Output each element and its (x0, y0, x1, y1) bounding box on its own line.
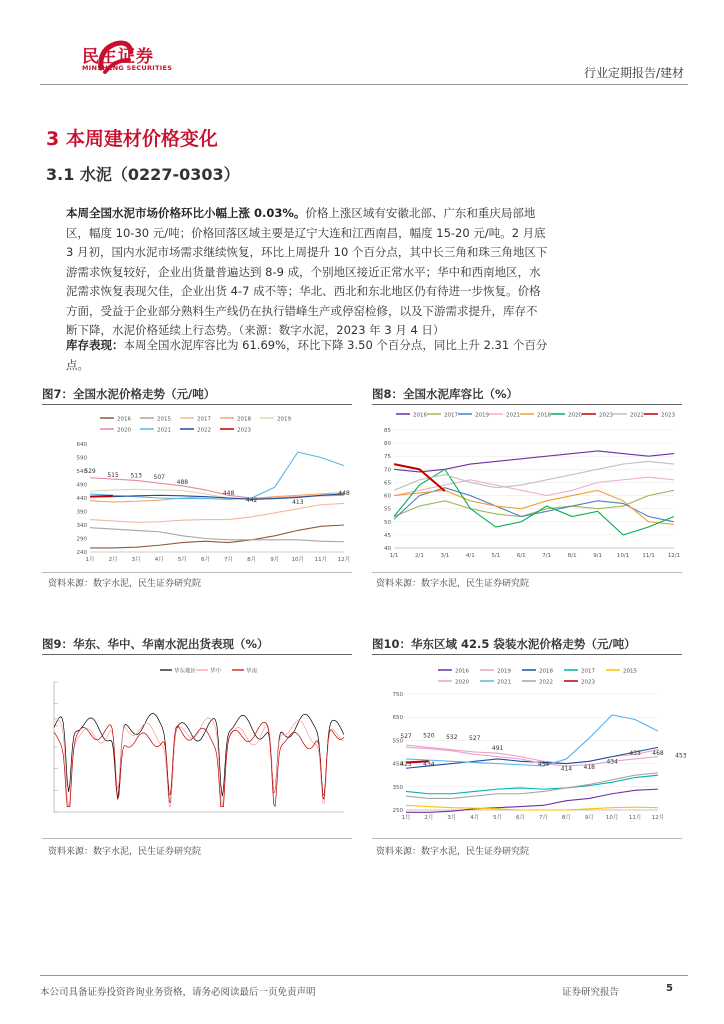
x-tick-label: 1月 (401, 815, 411, 821)
fig7-source: 资料来源：数字水泥，民生证券研究院 (48, 579, 202, 589)
x-tick-label: 4月 (470, 815, 480, 821)
legend-label: 2019 (497, 668, 511, 675)
fig9-bottom-rule (42, 838, 352, 839)
legend-label: 2023 (599, 412, 613, 419)
x-tick-label: 6月 (516, 815, 526, 821)
legend-label: 2023 (237, 427, 251, 434)
x-tick-label: 12月 (337, 557, 351, 563)
y-tick-label: 750 (392, 692, 403, 698)
x-tick-label: 5月 (177, 557, 187, 563)
paragraph-price (66, 204, 548, 341)
x-tick-label: 11/1 (642, 553, 655, 559)
data-label: 532 (446, 734, 458, 742)
legend-label: 华东地区 (174, 668, 197, 675)
series-line-2023 (90, 496, 113, 497)
brand-name-cn: 民生证券 (82, 47, 154, 67)
data-label: 468 (652, 749, 664, 757)
y-tick-label: 590 (76, 455, 87, 462)
fig10-source: 资料来源：数字水泥，民生证券研究院 (376, 847, 530, 857)
x-tick-label: 9月 (584, 815, 594, 821)
data-label: 433 (629, 749, 641, 757)
footer-divider (40, 975, 688, 976)
x-tick-label: 10月 (291, 557, 305, 563)
legend-label: 2021 (506, 412, 520, 419)
y-tick-label: 40 (384, 546, 391, 552)
y-tick-label: 390 (76, 509, 87, 516)
data-label: 520 (423, 732, 435, 740)
subsection-title: 3.1 水泥（0227-0303） (46, 165, 240, 184)
series-line-2021 (394, 477, 674, 495)
x-tick-label: 3月 (447, 815, 457, 821)
y-tick-label: 85 (384, 428, 391, 434)
footer-disclaimer: 本公司具备证券投资咨询业务资格，请务必阅读最后一页免责声明 (40, 987, 316, 998)
y-tick-label: 60 (384, 493, 391, 500)
header-divider (40, 84, 688, 85)
x-tick-label: 9/1 (593, 553, 603, 559)
y-tick-label: 350 (392, 784, 403, 791)
fig8-title-rule (372, 404, 682, 405)
data-label: 434 (537, 760, 550, 768)
fig9-title: 图9：华东、华中、华南水泥出货表现（%） (42, 637, 269, 651)
y-tick-label: 80 (384, 441, 391, 448)
fig8-title: 图8：全国水泥库容比（%） (372, 387, 519, 401)
x-tick-label: 4月 (154, 557, 164, 563)
y-tick-label: 640 (76, 442, 87, 448)
x-tick-label: 5/1 (491, 553, 501, 559)
data-label: 448 (338, 490, 350, 498)
data-label: 527 (400, 733, 412, 741)
fig8-chart (372, 408, 682, 570)
series-line-2016 (394, 451, 674, 472)
y-tick-label: 650 (392, 715, 403, 722)
series-line-2022 (406, 773, 658, 799)
y-tick-label: 450 (392, 761, 403, 768)
y-tick-label: 70 (384, 467, 391, 474)
x-tick-label: 11月 (314, 557, 328, 563)
fig9-source: 资料来源：数字水泥，民生证券研究院 (48, 847, 202, 857)
fig8-source: 资料来源：数字水泥，民生证券研究院 (376, 579, 530, 589)
y-tick-label: 440 (76, 496, 87, 502)
data-label: 527 (469, 734, 481, 742)
x-tick-label: 10月 (605, 815, 619, 821)
y-tick-label: 65 (384, 480, 391, 487)
report-type: 行业定期报告/建材 (583, 66, 684, 80)
x-tick-label: 12月 (651, 815, 665, 821)
legend-label: 2016 (413, 412, 427, 419)
legend-label: 2015 (157, 416, 171, 423)
data-label: 425 (400, 760, 412, 768)
x-tick-label: 10/1 (616, 553, 630, 559)
paragraph-price-lead: 本周全国水泥市场价格环比小幅上涨 0.03%。 (66, 206, 306, 220)
x-tick-label: 12/1 (667, 553, 681, 559)
fig8-bottom-rule (372, 572, 682, 573)
x-tick-label: 8月 (561, 815, 571, 821)
x-tick-label: 5月 (493, 815, 503, 821)
series-line-2015 (90, 528, 344, 542)
y-tick-label: 55 (384, 506, 391, 513)
y-tick-label: 290 (76, 536, 87, 543)
data-label: 515 (107, 471, 119, 479)
series-line-2022 (394, 461, 674, 490)
x-tick-label: 2月 (108, 557, 118, 563)
series-line-华中 (54, 718, 344, 807)
x-tick-label: 7月 (538, 815, 548, 821)
paragraph-price-body: 价格上涨区域有安徽北部、广东和重庆局部地区，幅度 10-30 元/吨；价格回落区域主要是辽宁大连和江西南昌，幅度 15-20 元/吨。2 月底 3 月初，国内水泥市场需求继续恢复，环比上周提升 10 个百分点，其中长三角和珠三角地区下游需求恢复较好，企业出货量普遍达到 8-9 成，个别地区接近正常水平；华中和西南地区，水泥需求恢复表现欠佳，企业出货 4-7 成不等；华北、西北和东北地区仍有待进一步恢复。价格方面，受益于企业部分熟料生产线仍在执行错峰生产或停窑检修，以及下游需求提升，库存不断下降，水泥价格延续上行态势。（来源：数字水泥，2023 年 3 月 4 日） (66, 206, 548, 337)
series-line-华东地区 (54, 714, 344, 803)
page-number: 5 (666, 983, 673, 994)
series-line-2017 (394, 490, 674, 516)
series-line-2017 (90, 503, 344, 522)
data-label: 513 (130, 472, 142, 480)
data-label: 414 (560, 765, 573, 773)
y-tick-label: 75 (384, 454, 391, 461)
x-tick-label: 4/1 (465, 553, 475, 559)
x-tick-label: 3/1 (440, 553, 450, 559)
fig9-chart (42, 658, 352, 836)
fig9-title-rule (42, 654, 352, 655)
x-tick-label: 1月 (85, 557, 95, 563)
fig10-bottom-rule (372, 838, 682, 839)
y-tick-label: 50 (384, 519, 391, 526)
paragraph-inventory-lead: 库存表现： (66, 338, 124, 352)
x-tick-label: 8月 (247, 557, 257, 563)
series-line-2016 (90, 525, 344, 548)
x-tick-label: 6/1 (516, 553, 526, 559)
x-tick-label: 7月 (224, 557, 234, 563)
y-tick-label: 490 (76, 482, 87, 489)
paragraph-inventory (66, 336, 548, 375)
legend-label: 2023 (661, 412, 675, 419)
x-tick-label: 1/1 (389, 553, 399, 559)
y-tick-label: 45 (384, 532, 391, 539)
legend-label: 2016 (455, 668, 469, 675)
legend-label: 2017 (444, 412, 458, 419)
legend-label: 2018 (539, 668, 553, 675)
y-tick-label: 540 (76, 469, 87, 475)
footer-label: 证券研究报告 (562, 987, 620, 998)
series-line-2020 (406, 747, 658, 766)
legend-label: 2017 (197, 416, 211, 423)
y-tick-label: 250 (392, 808, 403, 814)
data-label: 413 (292, 498, 304, 506)
legend-label: 2020 (568, 412, 582, 419)
fig10-title-rule (372, 654, 682, 655)
y-tick-label: 550 (392, 738, 403, 745)
paragraph-inventory-body: 本周全国水泥库容比为 61.69%，环比下降 3.50 个百分点，同比上升 2.31 个百分点。 (66, 338, 548, 372)
x-tick-label: 3月 (131, 557, 141, 563)
fig7-bottom-rule (42, 572, 352, 573)
x-tick-label: 7/1 (542, 553, 552, 559)
section-title: 3 本周建材价格变化 (46, 128, 218, 150)
x-tick-label: 2月 (424, 815, 434, 821)
data-label: 453 (675, 752, 687, 760)
y-tick-label: 240 (76, 550, 87, 556)
fig7-title: 图7：全国水泥价格走势（元/吨） (42, 387, 216, 401)
legend-label: 2020 (117, 427, 131, 434)
data-label: 507 (153, 474, 165, 482)
y-tick-label: 340 (76, 523, 87, 529)
legend-label: 2022 (539, 679, 553, 686)
legend-label: 2021 (497, 679, 511, 686)
fig10-title: 图10：华东区域 42.5 袋装水泥价格走势（元/吨） (372, 637, 636, 651)
legend-label: 2022 (630, 412, 644, 419)
legend-label: 华南 (246, 668, 258, 675)
legend-label: 2021 (157, 427, 171, 434)
data-label: 529 (84, 468, 96, 476)
fig10-chart (372, 658, 687, 836)
legend-label: 2016 (117, 416, 131, 423)
x-tick-label: 6月 (200, 557, 210, 563)
data-label: 434 (606, 758, 618, 766)
data-label: 442 (245, 497, 258, 505)
brand-name-en: MINSHENG SECURITIES (82, 64, 173, 72)
data-label: 488 (176, 479, 189, 487)
fig7-chart (42, 408, 352, 570)
data-label: 448 (222, 490, 235, 498)
x-tick-label: 8/1 (567, 553, 577, 559)
legend-label: 2019 (277, 416, 291, 423)
data-label: 491 (491, 745, 504, 753)
data-label: 418 (583, 764, 595, 772)
fig7-title-rule (42, 404, 352, 405)
legend-label: 2018 (237, 416, 251, 423)
legend-label: 华中 (210, 668, 222, 675)
data-label: 434 (423, 760, 435, 768)
legend-label: 2023 (581, 679, 595, 686)
series-line-华南 (54, 722, 344, 806)
legend-label: 2019 (475, 412, 489, 419)
x-tick-label: 2/1 (415, 553, 424, 559)
legend-label: 2018 (537, 412, 551, 419)
legend-label: 2020 (455, 679, 469, 686)
legend-label: 2017 (581, 668, 595, 675)
legend-label: 2015 (623, 668, 637, 675)
x-tick-label: 11月 (628, 815, 642, 821)
legend-label: 2022 (197, 427, 211, 434)
x-tick-label: 9月 (270, 557, 280, 563)
